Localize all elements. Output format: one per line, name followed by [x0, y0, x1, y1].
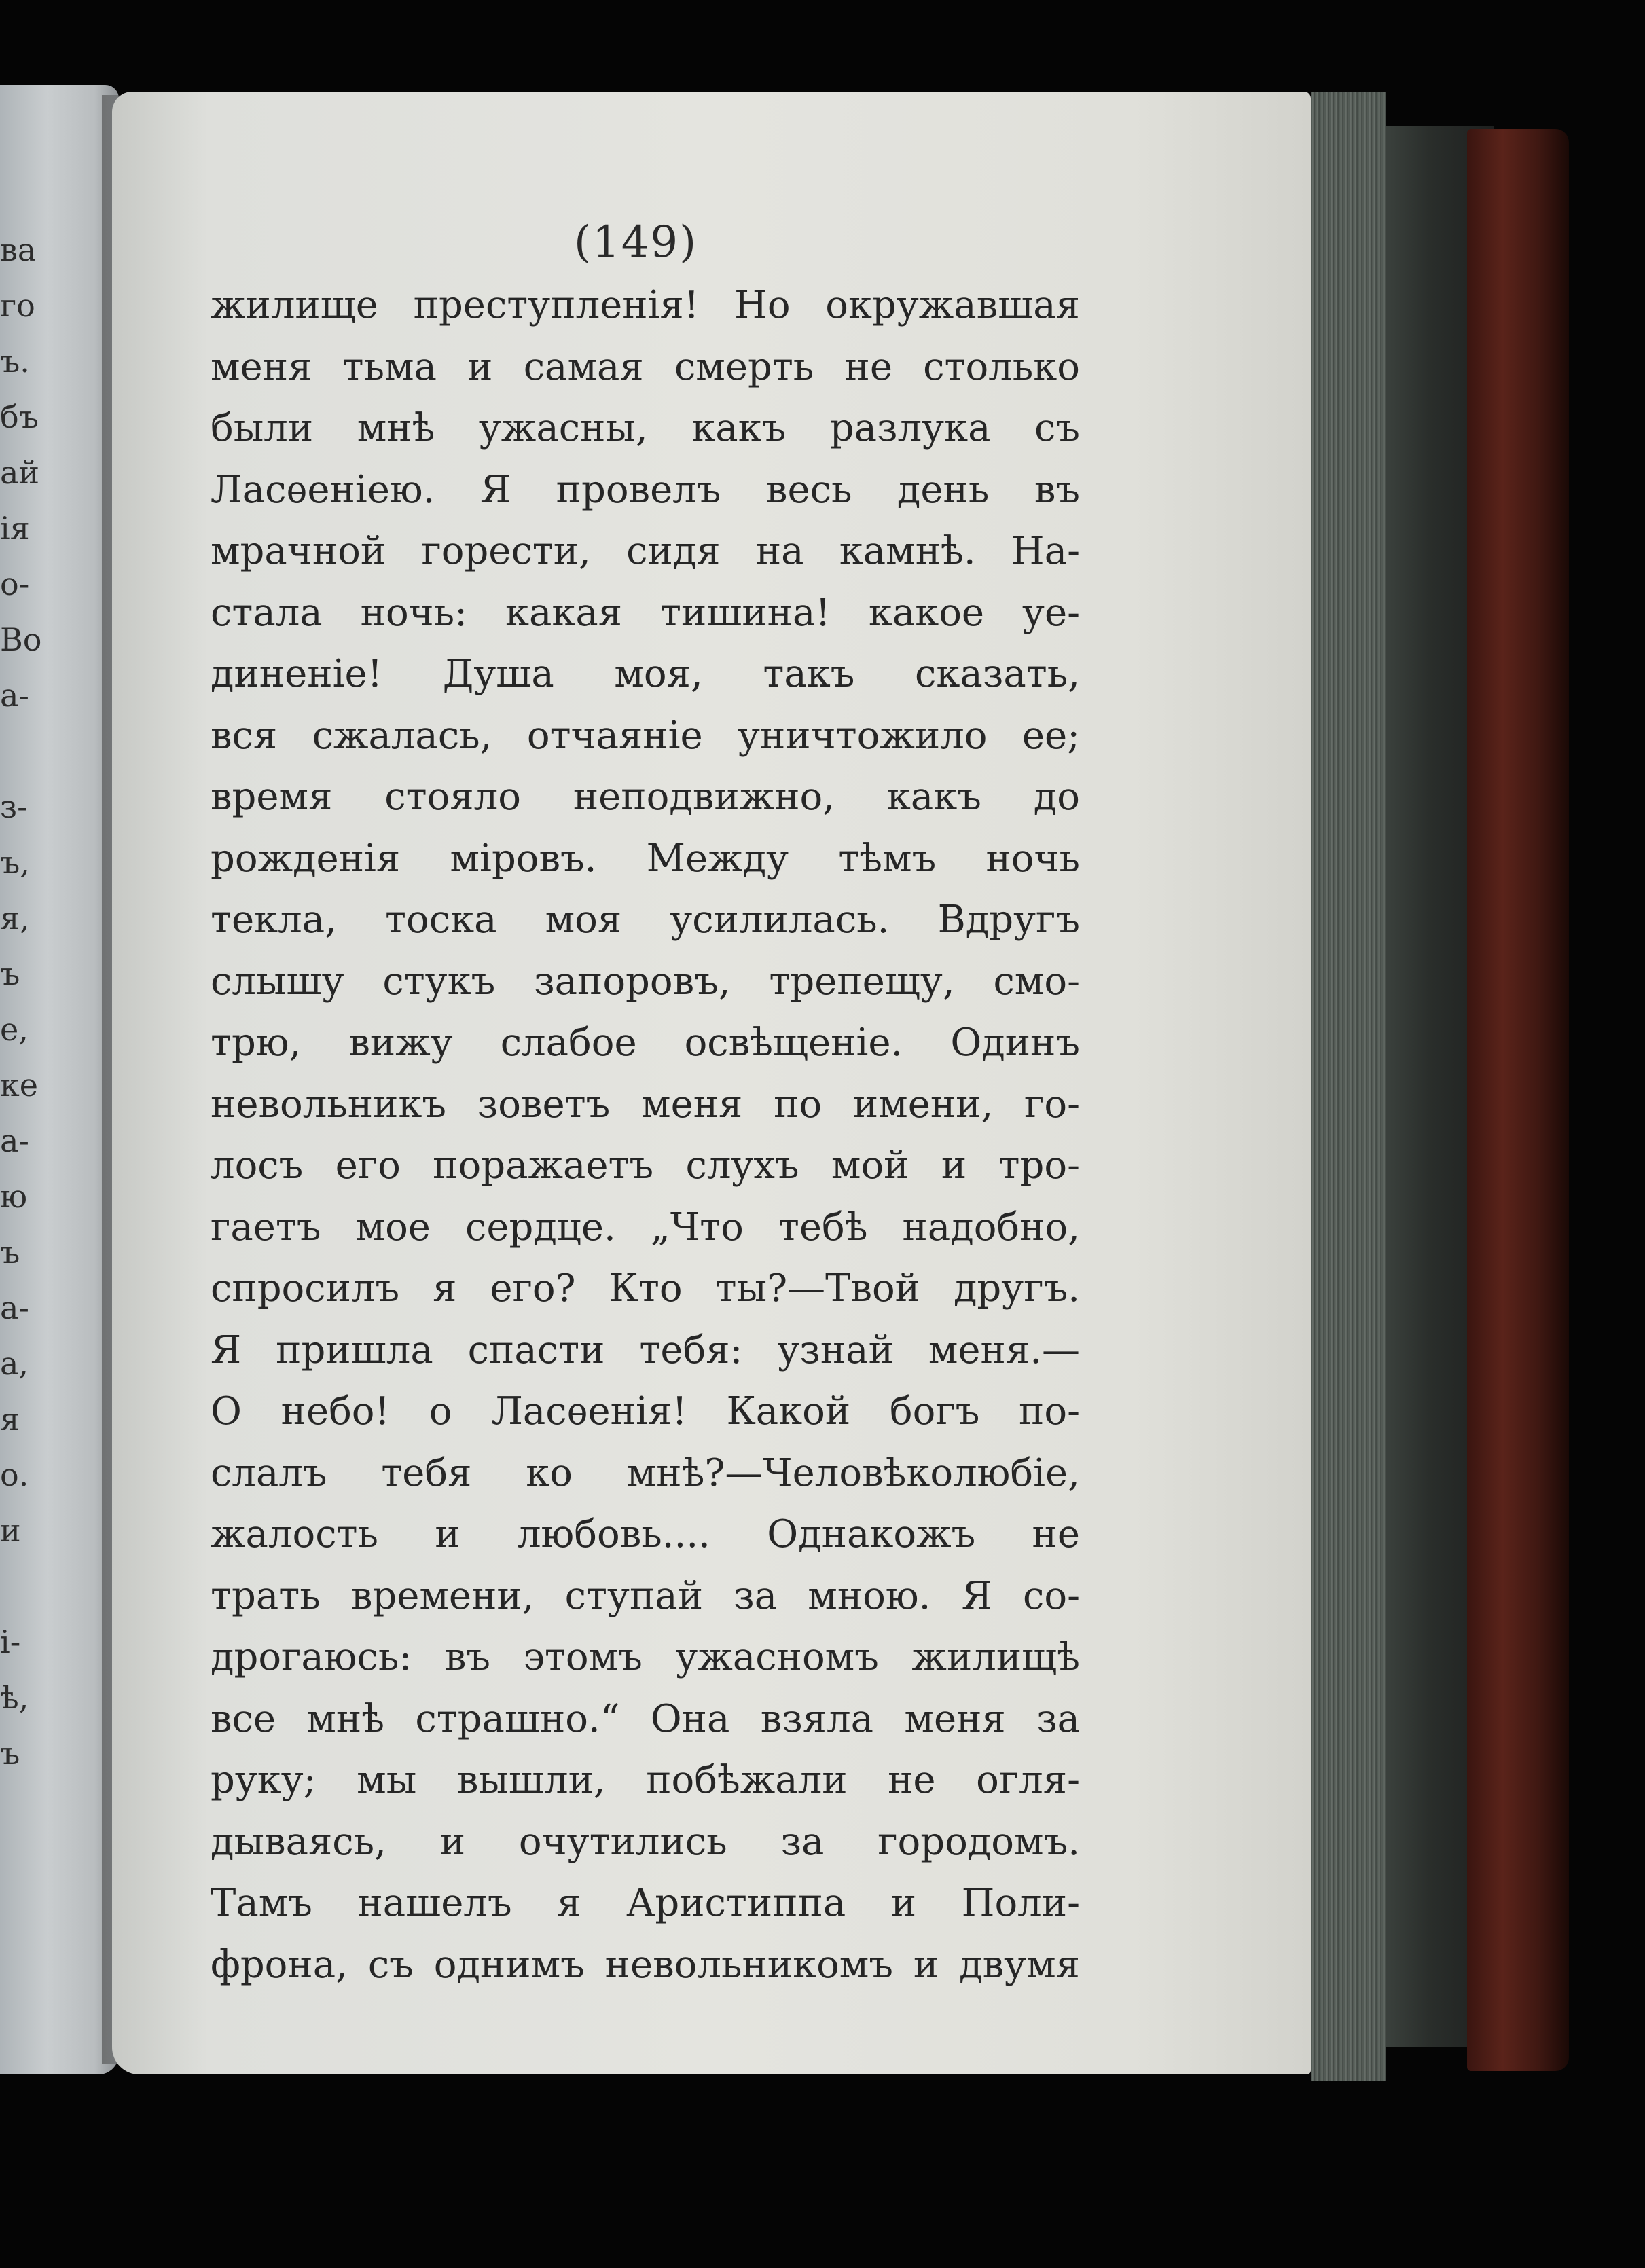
text-line: Я пришла спасти тебя: узнай меня.—	[211, 1328, 1080, 1372]
previous-page-line-fragment: а-	[0, 1122, 29, 1159]
text-line: меня тьма и самая смерть не столько	[211, 344, 1080, 389]
previous-page-line-fragment: ъ,	[0, 844, 30, 881]
text-line: мрачной горести, сидя на камнѣ. На-	[211, 529, 1080, 573]
previous-page-line-fragment: го	[0, 287, 35, 324]
text-line: рожденія міровъ. Между тѣмъ ночь	[211, 836, 1080, 881]
text-line: Ласѳеніею. Я провелъ весь день въ	[211, 467, 1080, 512]
text-line: трю, вижу слабое освѣщеніе. Одинъ	[211, 1021, 1080, 1065]
previous-page-line-fragment: ай	[0, 454, 40, 491]
previous-page-line-fragment: я	[0, 1401, 20, 1438]
text-line: слышу стукъ запоровъ, трепещу, смо-	[211, 959, 1080, 1004]
text-line: лосъ его поражаетъ слухъ мой и тро-	[211, 1144, 1080, 1188]
text-line: слалъ тебя ко мнѣ?—Человѣколюбіе,	[211, 1450, 1080, 1495]
text-line: диненіе! Душа моя, такъ сказать,	[211, 652, 1080, 696]
text-line: фрона, съ однимъ невольникомъ и двумя	[211, 1942, 1080, 1987]
previous-page-line-fragment: о-	[0, 566, 30, 602]
previous-page	[0, 85, 119, 2074]
previous-page-line-fragment: и	[0, 1512, 21, 1549]
text-line: трать времени, ступай за мною. Я со-	[211, 1573, 1080, 1618]
previous-page-line-fragment: Во	[0, 621, 42, 658]
text-line: Тамъ нашелъ я Аристиппа и Поли-	[211, 1881, 1080, 1925]
leather-cover	[1467, 129, 1569, 2071]
page-block-edge	[1311, 92, 1386, 2081]
previous-page-line-fragment: ю	[0, 1178, 28, 1215]
page-number: (149)	[574, 217, 698, 268]
previous-page-line-fragment: ва	[0, 232, 37, 268]
previous-page-line-fragment: а-	[0, 677, 29, 714]
text-line: жалость и любовь.... Однакожъ не	[211, 1512, 1080, 1556]
text-line: дрогаюсь: въ этомъ ужасномъ жилищѣ	[211, 1635, 1080, 1679]
text-line: все мнѣ страшно.“ Она взяла меня за	[211, 1696, 1080, 1741]
previous-page-line-fragment: ъ	[0, 1735, 20, 1772]
previous-page-line-fragment: ъ.	[0, 343, 30, 380]
text-line: спросилъ я его? Кто ты?—Твой другъ.	[211, 1266, 1080, 1311]
previous-page-line-fragment: ъ	[0, 955, 20, 992]
text-line: жилище преступленія! Но окружавшая	[211, 283, 1080, 327]
text-line: были мнѣ ужасны, какъ разлука съ	[211, 406, 1080, 450]
text-line: стала ночь: какая тишина! какое уе-	[211, 590, 1080, 635]
text-line: дываясь, и очутились за городомъ.	[211, 1819, 1080, 1864]
previous-page-line-fragment: я,	[0, 900, 30, 936]
previous-page-line-fragment: ѣ,	[0, 1679, 29, 1716]
previous-page-line-fragment: а-	[0, 1290, 29, 1326]
text-line: О небо! о Ласѳенія! Какой богъ по-	[211, 1389, 1080, 1433]
text-line: время стояло неподвижно, какъ до	[211, 775, 1080, 819]
text-line: вся сжалась, отчаяніе уничтожило ее;	[211, 713, 1080, 758]
text-line: руку; мы вышли, побѣжали не огля-	[211, 1758, 1080, 1802]
text-line: текла, тоска моя усилилась. Вдругъ	[211, 898, 1080, 942]
previous-page-line-fragment: і-	[0, 1624, 21, 1660]
previous-page-line-fragment: а,	[0, 1345, 29, 1382]
text-line: гаетъ мое сердце. „Что тебѣ надобно,	[211, 1205, 1080, 1249]
previous-page-line-fragment: ъ	[0, 1234, 20, 1270]
text-line: невольникъ зоветъ меня по имени, го-	[211, 1082, 1080, 1127]
previous-page-line-fragment: з-	[0, 788, 28, 825]
previous-page-line-fragment: е,	[0, 1011, 29, 1048]
previous-page-line-fragment: бъ	[0, 399, 39, 435]
previous-page-line-fragment: ія	[0, 510, 30, 547]
previous-page-line-fragment: ке	[0, 1067, 38, 1103]
previous-page-line-fragment: о.	[0, 1457, 29, 1493]
